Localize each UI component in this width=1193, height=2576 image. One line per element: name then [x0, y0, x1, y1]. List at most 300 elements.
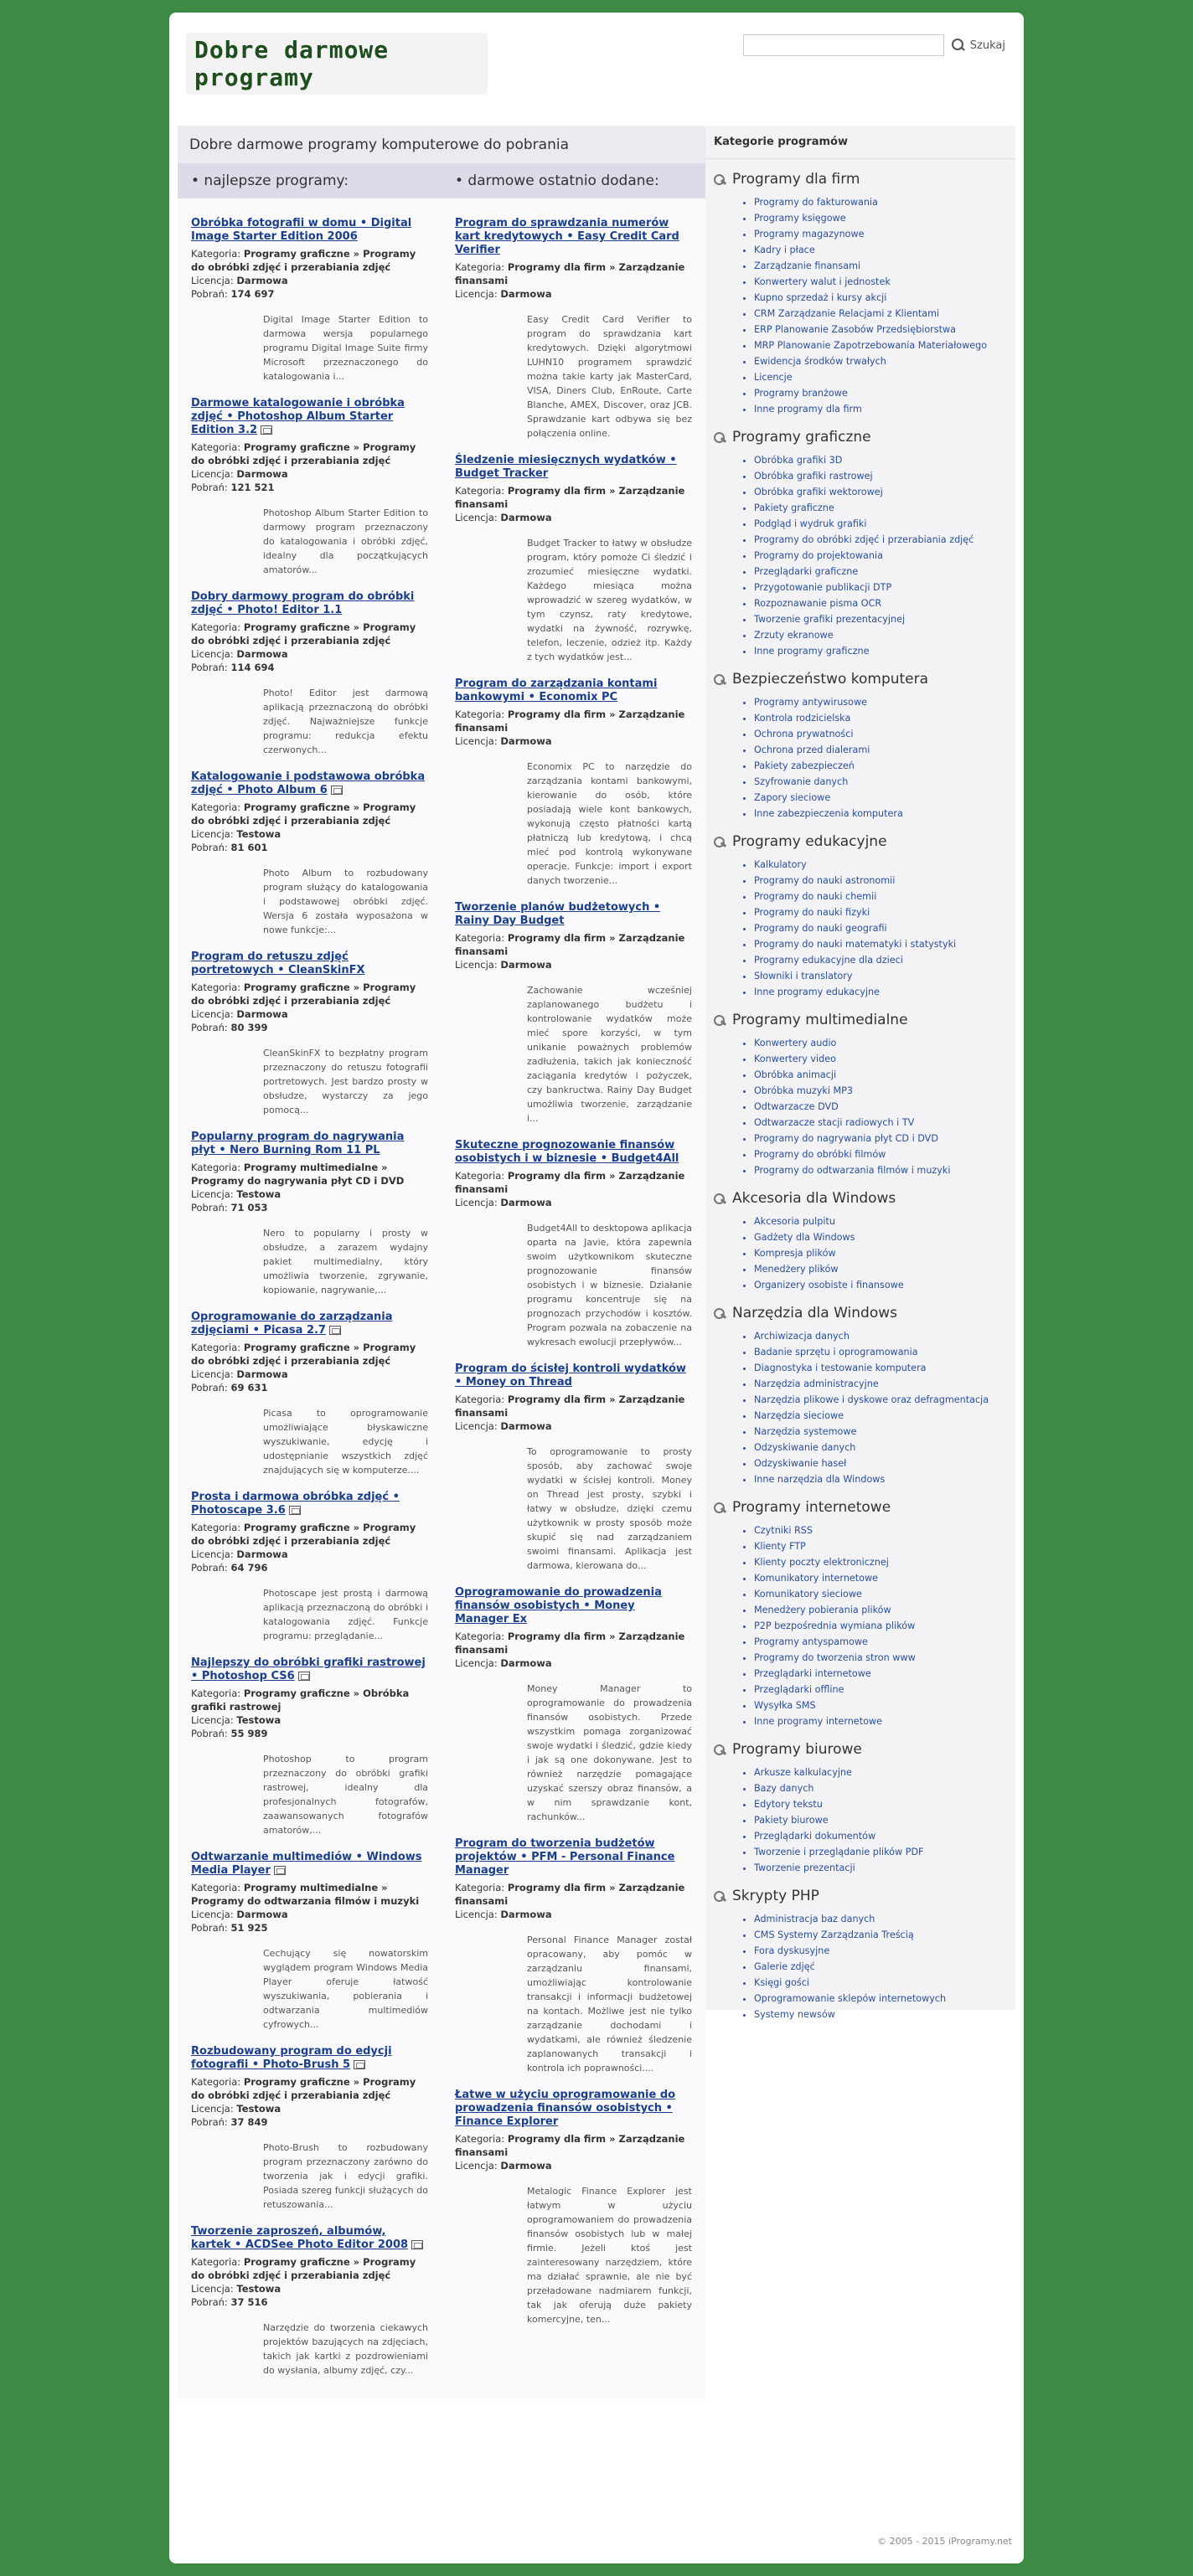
subcategory-link[interactable]: Arkusze kalkulacyjne [754, 1767, 852, 1778]
category-value[interactable]: Programy graficzne » Programy do obróbki zdjęć i przerabiania zdjęć [191, 1522, 416, 1547]
category-value[interactable]: Programy graficzne » Obróbka grafiki rastrowej [191, 1687, 410, 1713]
category-group [705, 1487, 1015, 1729]
subcategory-link[interactable]: Akcesoria pulpitu [754, 1216, 835, 1227]
category-name: Skrypty PHP [732, 1888, 819, 1904]
subcategory-item [754, 1570, 1015, 1586]
subcategory-link[interactable]: Oprogramowanie sklepów internetowych [754, 1993, 947, 2004]
subcategory-link[interactable]: Klienty poczty elektronicznej [754, 1557, 889, 1568]
license-value: Testowa [236, 1714, 281, 1726]
license-line [455, 1419, 692, 1433]
subcategory-link[interactable]: Pakiety zabezpieczeń [754, 760, 855, 771]
downloads-line [191, 2115, 428, 2129]
subcategory-link[interactable]: Narzędzia systemowe [754, 1426, 857, 1437]
subcategory-item [754, 1229, 1015, 1245]
license-value: Darmowa [236, 1368, 288, 1380]
subcategory-item [754, 1828, 1015, 1844]
best-programs-column [178, 198, 442, 2399]
program-description: Photoshop to program przeznaczony do obróbki grafiki rastrowej, idealny dla profesjonalnych fotografów, zaawansowanych fotografów amatorów,... [263, 1754, 428, 1836]
subcategory-link[interactable]: Edytory tekstu [754, 1799, 823, 1810]
license-value: Testowa [236, 828, 281, 840]
subcategory-link[interactable]: Kontrola rodzicielska [754, 713, 851, 724]
subcategory-link[interactable]: MRP Planowanie Zapotrzebowania Materiałowego [754, 340, 988, 351]
category-label: Kategoria: [191, 1522, 241, 1533]
program-entry [455, 1363, 692, 1573]
subcategory-item [754, 643, 1015, 659]
category-value[interactable]: Programy graficzne » Programy do obróbki zdjęć i przerabiania zdjęć [191, 801, 416, 827]
subcategory-link[interactable]: Tworzenie i przeglądanie plików PDF [754, 1847, 924, 1857]
subcategory-item [754, 2007, 1015, 2022]
category-value[interactable]: Programy dla firm » Zarządzanie finansami [455, 1170, 685, 1195]
category-heading[interactable] [714, 171, 1015, 188]
external-window-icon[interactable] [329, 1326, 341, 1335]
license-line [455, 734, 692, 748]
category-name: Programy biurowe [732, 1741, 862, 1758]
category-value[interactable]: Programy graficzne » Programy do obróbki zdjęć i przerabiania zdjęć [191, 248, 416, 273]
subcategory-item [754, 1471, 1015, 1487]
subcategory-link[interactable]: Obróbka grafiki rastrowej [754, 471, 873, 482]
license-value: Testowa [236, 1188, 281, 1200]
category-value[interactable]: Programy graficzne » Programy do obróbki zdjęć i przerabiania zdjęć [191, 981, 416, 1007]
subcategory-link[interactable]: Diagnostyka i testowanie komputera [754, 1363, 927, 1373]
downloads-line [191, 2295, 428, 2309]
downloads-line [191, 287, 428, 301]
program-title-link[interactable] [191, 2045, 428, 2072]
program-title-text: Obróbka fotografii w domu • Digital Image Starter Edition 2006 [191, 217, 412, 243]
subcategory-link[interactable]: Zapory sieciowe [754, 792, 831, 803]
subcategory-item [754, 627, 1015, 643]
downloads-label: Pobrań: [191, 1562, 228, 1574]
search-icon [951, 38, 966, 53]
subcategory-link[interactable]: Menedżery plików [754, 1264, 839, 1275]
subcategory-link[interactable]: Kalkulatory [754, 859, 807, 870]
program-entry [191, 1656, 428, 1837]
category-label: Kategoria: [191, 248, 241, 260]
subcategory-item [754, 580, 1015, 595]
category-value[interactable]: Programy dla firm » Zarządzanie finansami [455, 932, 685, 957]
program-title-link[interactable] [191, 1656, 428, 1683]
license-line [191, 1548, 428, 1561]
subcategory-link[interactable]: Programy magazynowe [754, 229, 865, 240]
subcategory-link[interactable]: Ochrona przed dialerami [754, 744, 870, 755]
category-heading[interactable] [714, 1305, 1015, 1321]
category-name: Programy dla firm [732, 171, 860, 188]
category-value[interactable]: Programy graficzne » Programy do obróbki zdjęć i przerabiania zdjęć [191, 441, 416, 466]
subcategory-item [754, 1975, 1015, 1991]
subcategory-link[interactable]: Przeglądarki offline [754, 1684, 844, 1695]
program-title-link[interactable] [455, 1837, 692, 1878]
subcategory-link[interactable]: P2P bezpośrednia wymiana plików [754, 1620, 916, 1631]
program-title-text: Najlepszy do obróbki grafiki rastrowej • Photoshop CS6 [191, 1656, 426, 1682]
subcategory-link[interactable]: Narzędzia administracyjne [754, 1378, 879, 1389]
subcategory-link[interactable]: Programy księgowe [754, 213, 846, 224]
subcategory-link[interactable]: Licencje [754, 372, 793, 383]
program-title-link[interactable] [191, 217, 428, 244]
subcategory-link[interactable]: Przeglądarki graficzne [754, 566, 859, 577]
subcategory-link[interactable]: Inne narzędzia dla Windows [754, 1474, 886, 1485]
program-meta [455, 1393, 692, 1433]
category-value[interactable]: Programy dla firm » Zarządzanie finansami [455, 2133, 685, 2158]
subcategory-link[interactable]: Badanie sprzętu i oprogramowania [754, 1347, 918, 1358]
license-line [191, 647, 428, 661]
program-title-link[interactable] [455, 1139, 692, 1166]
subcategory-link[interactable]: Programy antyspamowe [754, 1636, 868, 1647]
category-label: Kategoria: [455, 932, 505, 944]
program-title-link[interactable] [455, 454, 692, 481]
category-heading[interactable] [714, 1741, 1015, 1758]
subcategory-link[interactable]: Programy do nauki fizyki [754, 907, 870, 918]
program-title-link[interactable] [455, 217, 692, 257]
category-line [455, 708, 692, 734]
program-description: Budget4All to desktopowa aplikacja oparta na Javie, która zapewnia swoim użytkownikom skuteczne prognozowanie finansów osobistych i w biznesie. Działanie programu koncentruje się na prognozach przychodów i kosztów. Program pozwala na zobaczenie na wykresach ewolucji przepływów... [527, 1223, 692, 1347]
downloads-label: Pobrań: [191, 1022, 228, 1033]
downloads-line [191, 1021, 428, 1034]
category-label: Kategoria: [191, 621, 241, 633]
program-description: Nero to popularny i prosty w obsłudze, a zarazem wydajny pakiet multimedialny, który umożliwia tworzenie, zgrywanie, kopiowanie, nagrywanie,... [263, 1228, 428, 1296]
subcategory-link[interactable]: Obróbka grafiki wektorowej [754, 487, 883, 497]
subcategory-link[interactable]: Inne programy internetowe [754, 1716, 882, 1727]
subcategory-link[interactable]: Konwertery audio [754, 1038, 837, 1048]
subcategory-link[interactable]: Tworzenie prezentacji [754, 1862, 855, 1873]
program-meta [455, 931, 692, 971]
downloads-line [191, 1381, 428, 1394]
subcategory-link[interactable]: Narzędzia sieciowe [754, 1410, 844, 1421]
category-value[interactable]: Programy dla firm » Zarządzanie finansami [455, 261, 685, 286]
subcategory-link[interactable]: Odtwarzacze DVD [754, 1101, 839, 1112]
subcategory-link[interactable]: Obróbka animacji [754, 1069, 837, 1080]
category-line [191, 621, 428, 647]
subcategory-link[interactable]: Przeglądarki internetowe [754, 1668, 871, 1679]
program-title-link[interactable] [455, 1586, 692, 1626]
subcategory-item [754, 1213, 1015, 1229]
subcategory-link[interactable]: Inne programy dla firm [754, 404, 862, 415]
subcategory-link[interactable]: Wysyłka SMS [754, 1700, 816, 1711]
category-group [705, 417, 1015, 659]
magnifier-icon [714, 1501, 727, 1514]
subcategory-link[interactable]: Programy antywirusowe [754, 697, 867, 708]
category-value[interactable]: Programy multimedialne » Programy do odtwarzania filmów i muzyki [191, 1882, 420, 1907]
subcategory-link[interactable]: Programy do odtwarzania filmów i muzyki [754, 1165, 951, 1176]
category-label: Kategoria: [191, 2076, 241, 2088]
subcategory-item [754, 452, 1015, 468]
subcategory-item [754, 984, 1015, 1000]
subcategory-link[interactable]: Odtwarzacze stacji radiowych i TV [754, 1117, 915, 1128]
category-heading[interactable] [714, 1888, 1015, 1904]
category-line [455, 484, 692, 511]
subcategory-item [754, 742, 1015, 758]
program-description: Money Manager to oprogramowanie do prowadzenia finansów osobistych. Przede wszystkim pomaga zorganizować swoje wydatki i śledzić, gdzie kiedy i jak są one dokonywane. Jest to również narzędzie pomagające uzyskać szerszy obraz finansów, a w nim sprawdzanie kont, rachunków... [527, 1683, 692, 1822]
subcategory-link[interactable]: Programy do nauki geografii [754, 923, 887, 934]
program-meta [191, 1687, 428, 1740]
subcategory-link[interactable]: Administracja baz danych [754, 1914, 875, 1924]
category-value[interactable]: Programy dla firm » Zarządzanie finansami [455, 1882, 685, 1907]
subcategory-item [754, 920, 1015, 936]
subcategory-link[interactable]: Pakiety graficzne [754, 502, 834, 513]
subcategory-link[interactable]: Narzędzia plikowe i dyskowe oraz defragmentacja [754, 1394, 989, 1405]
program-entry [455, 217, 692, 440]
subcategory-item [754, 952, 1015, 968]
category-heading[interactable] [714, 833, 1015, 850]
external-window-icon[interactable] [354, 2060, 365, 2069]
category-line [191, 2255, 428, 2282]
license-label: Licencja: [191, 1008, 234, 1020]
subcategory-list [754, 1035, 1015, 1178]
sidebar [705, 126, 1015, 2020]
subcategory-link[interactable]: Pakiety biurowe [754, 1815, 829, 1826]
external-window-icon[interactable] [411, 2240, 423, 2249]
subcategory-list [754, 1522, 1015, 1729]
category-label: Kategoria: [191, 981, 241, 993]
external-window-icon[interactable] [274, 1866, 286, 1875]
subcategory-item [754, 1424, 1015, 1440]
program-title-text: Program do tworzenia budżetów projektów • PFM - Personal Finance Manager [455, 1837, 675, 1877]
search-button[interactable] [951, 38, 1005, 53]
program-title-link[interactable] [191, 770, 428, 797]
subcategory-link[interactable]: Kupno sprzedaż i kursy akcji [754, 292, 887, 303]
external-window-icon[interactable] [298, 1672, 310, 1681]
subcategory-item [754, 774, 1015, 790]
program-title-link[interactable] [191, 397, 428, 437]
subcategory-item [754, 500, 1015, 516]
license-value: Darmowa [236, 275, 288, 286]
subcategory-link[interactable]: Konwertery walut i jednostek [754, 276, 891, 287]
sidebar-title: Kategorie programów [705, 126, 1015, 159]
program-meta [455, 708, 692, 748]
category-label: Kategoria: [455, 1170, 505, 1182]
program-meta [191, 247, 428, 301]
category-line [191, 247, 428, 274]
subcategory-link[interactable]: Organizery osobiste i finansowe [754, 1280, 904, 1291]
subcategory-link[interactable]: Słowniki i translatory [754, 971, 853, 981]
subcategory-link[interactable]: Przeglądarki dokumentów [754, 1831, 876, 1842]
subcategory-link[interactable]: Programy do projektowania [754, 550, 883, 561]
license-label: Licencja: [191, 1548, 234, 1560]
subcategory-item [754, 1328, 1015, 1344]
subcategory-link[interactable]: Ewidencja środków trwałych [754, 356, 886, 367]
magnifier-icon [714, 1192, 727, 1205]
license-line [191, 1007, 428, 1021]
subcategory-link[interactable]: Programy do obróbki zdjęć i przerabiania zdjęć [754, 534, 974, 545]
category-line [455, 2132, 692, 2159]
category-value[interactable]: Programy graficzne » Programy do obróbki zdjęć i przerabiania zdjęć [191, 2256, 416, 2281]
program-title-link[interactable] [455, 901, 692, 928]
category-label: Kategoria: [191, 1882, 241, 1893]
program-title-text: Darmowe katalogowanie i obróbka zdjęć • Photoshop Album Starter Edition 3.2 [191, 397, 405, 436]
subcategory-item [754, 1618, 1015, 1634]
license-line [191, 1188, 428, 1201]
search-input[interactable] [743, 34, 944, 56]
external-window-icon[interactable] [289, 1506, 301, 1515]
license-label: Licencja: [191, 1714, 234, 1726]
program-entry [191, 2045, 428, 2212]
subcategory-link[interactable]: Klienty FTP [754, 1541, 806, 1552]
subcategory-link[interactable]: Obróbka grafiki 3D [754, 455, 843, 466]
subcategory-link[interactable]: Inne programy graficzne [754, 646, 870, 657]
downloads-line [191, 1201, 428, 1214]
subcategory-link[interactable]: CRM Zarządzanie Relacjami z Klientami [754, 308, 940, 319]
license-value: Testowa [236, 2283, 281, 2295]
latest-programs-column [442, 198, 705, 2399]
program-title-text: Program do zarządzania kontami bankowymi • Economix PC [455, 677, 658, 703]
subcategory-item [754, 1844, 1015, 1860]
subcategory-link[interactable]: Systemy newsów [754, 2009, 835, 2020]
subcategory-link[interactable]: Programy do tworzenia stron www [754, 1652, 916, 1663]
subcategory-link[interactable]: Odzyskiwanie haseł [754, 1458, 847, 1469]
subcategory-link[interactable]: Galerie zdjęć [754, 1961, 815, 1972]
category-heading[interactable] [714, 1012, 1015, 1028]
program-meta [191, 2255, 428, 2309]
program-title-link[interactable] [455, 677, 692, 704]
category-value[interactable]: Programy dla firm » Zarządzanie finansami [455, 485, 685, 510]
category-value[interactable]: Programy dla firm » Zarządzanie finansami [455, 1394, 685, 1419]
category-heading[interactable] [714, 429, 1015, 446]
license-line [191, 1368, 428, 1381]
program-title-link[interactable] [191, 1311, 428, 1337]
subcategory-link[interactable]: Programy edukacyjne dla dzieci [754, 955, 903, 966]
category-name: Bezpieczeństwo komputera [732, 671, 929, 688]
license-label: Licencja: [191, 1909, 234, 1920]
external-window-icon[interactable] [331, 786, 343, 795]
license-line [191, 2102, 428, 2115]
program-columns [178, 198, 705, 2399]
category-value[interactable]: Programy graficzne » Programy do obróbki zdjęć i przerabiania zdjęć [191, 621, 416, 647]
category-heading[interactable] [714, 1499, 1015, 1516]
subcategory-link[interactable]: Fora dyskusyjne [754, 1945, 830, 1956]
subcategory-list [754, 857, 1015, 1000]
subcategory-link[interactable]: ERP Planowanie Zasobów Przedsiębiorstwa [754, 324, 956, 335]
subcategory-link[interactable]: Programy do nauki matematyki i statystyki [754, 939, 957, 950]
program-title-link[interactable] [191, 1491, 428, 1517]
latest-programs-heading: • darmowe ostatnio dodane: [455, 173, 659, 189]
subcategory-link[interactable]: Obróbka muzyki MP3 [754, 1085, 854, 1096]
license-value: Darmowa [500, 735, 552, 747]
license-line [191, 2282, 428, 2295]
subcategory-link[interactable]: Konwertery video [754, 1054, 836, 1064]
program-title-link[interactable] [191, 590, 428, 617]
subcategory-link[interactable]: CMS Systemy Zarządzania Treścią [754, 1929, 914, 1940]
category-heading[interactable] [714, 671, 1015, 688]
subcategory-item [754, 1943, 1015, 1959]
program-title-link[interactable] [191, 1131, 428, 1157]
category-value[interactable]: Programy dla firm » Zarządzanie finansami [455, 1631, 685, 1656]
subcategory-list [754, 1213, 1015, 1293]
category-line [191, 1161, 428, 1188]
external-window-icon[interactable] [261, 425, 272, 435]
magnifier-icon [714, 672, 727, 686]
category-group [705, 1178, 1015, 1293]
subcategory-link[interactable]: Programy do nagrywania płyt CD i DVD [754, 1133, 938, 1144]
subcategory-item [754, 1277, 1015, 1293]
category-value[interactable]: Programy graficzne » Programy do obróbki zdjęć i przerabiania zdjęć [191, 1342, 416, 1367]
license-line [191, 827, 428, 841]
subcategory-link[interactable]: Komunikatory internetowe [754, 1573, 879, 1584]
category-value[interactable]: Programy dla firm » Zarządzanie finansami [455, 708, 685, 734]
program-meta [191, 2075, 428, 2129]
license-value: Darmowa [500, 288, 552, 300]
subcategory-item [754, 595, 1015, 611]
program-meta [191, 621, 428, 674]
category-name: Programy internetowe [732, 1499, 891, 1516]
subcategory-item [754, 1911, 1015, 1927]
license-value: Darmowa [500, 1420, 552, 1432]
subcategory-link[interactable]: Rozpoznawanie pisma OCR [754, 598, 882, 609]
subcategory-item [754, 353, 1015, 369]
subcategory-link[interactable]: Programy do nauki chemii [754, 891, 877, 902]
license-label: Licencja: [455, 1909, 498, 1920]
license-line [455, 1656, 692, 1670]
subcategory-item [754, 1360, 1015, 1376]
category-line [191, 1341, 428, 1368]
subcategory-link[interactable]: Inne programy edukacyjne [754, 987, 880, 997]
subcategory-link[interactable]: Kadry i płace [754, 245, 815, 255]
category-label: Kategoria: [191, 1162, 241, 1173]
subcategory-link[interactable]: Menedżery pobierania plików [754, 1605, 891, 1615]
program-title-link[interactable] [455, 2089, 692, 2129]
subcategory-link[interactable]: Gadżety dla Windows [754, 1232, 855, 1243]
category-heading[interactable] [714, 1190, 1015, 1207]
subcategory-link[interactable]: Przygotowanie publikacji DTP [754, 582, 892, 593]
subcategory-list [754, 1765, 1015, 1876]
category-line [191, 981, 428, 1007]
subcategory-link[interactable]: Programy do nauki astronomii [754, 875, 896, 886]
subcategory-link[interactable]: Zrzuty ekranowe [754, 630, 834, 641]
program-title-link[interactable] [455, 1363, 692, 1389]
subcategory-item [754, 1650, 1015, 1666]
program-meta [191, 440, 428, 494]
subcategory-link[interactable]: Szyfrowanie danych [754, 776, 849, 787]
subcategory-link[interactable]: Kompresja plików [754, 1248, 836, 1259]
subcategory-link[interactable]: Tworzenie grafiki prezentacyjnej [754, 614, 906, 625]
subcategory-list [754, 452, 1015, 659]
category-line [455, 1630, 692, 1656]
license-line [455, 958, 692, 971]
subcategory-item [754, 1376, 1015, 1392]
program-title-link[interactable] [191, 2225, 428, 2252]
category-name: Programy edukacyjne [732, 833, 887, 850]
subcategory-link[interactable]: Odzyskiwanie danych [754, 1442, 856, 1453]
subcategory-link[interactable]: Zarządzanie finansami [754, 260, 861, 271]
subcategory-link[interactable]: Programy branżowe [754, 388, 848, 399]
subcategory-link[interactable]: Archiwizacja danych [754, 1331, 850, 1342]
category-group [705, 1876, 1015, 2022]
subcategory-link[interactable]: Komunikatory sieciowe [754, 1589, 862, 1600]
subcategory-link[interactable]: Inne zabezpieczenia komputera [754, 808, 903, 819]
subcategory-link[interactable]: Ochrona prywatności [754, 729, 854, 739]
downloads-label: Pobrań: [191, 842, 228, 853]
category-value[interactable]: Programy multimedialne » Programy do nagrywania płyt CD i DVD [191, 1162, 405, 1187]
program-title-link[interactable] [191, 951, 428, 977]
license-line [455, 287, 692, 301]
magnifier-icon [714, 173, 727, 186]
subcategory-link[interactable]: Programy do obróbki filmów [754, 1149, 886, 1160]
category-value[interactable]: Programy graficzne » Programy do obróbki zdjęć i przerabiania zdjęć [191, 2076, 416, 2101]
program-title-link[interactable] [191, 1851, 428, 1878]
downloads-label: Pobrań: [191, 2116, 228, 2128]
license-value: Testowa [236, 2103, 281, 2115]
program-meta [455, 260, 692, 301]
program-entry [191, 1311, 428, 1477]
program-title-text: Tworzenie planów budżetowych • Rainy Day Budget [455, 901, 661, 927]
program-entry [455, 901, 692, 1126]
site-logo[interactable] [186, 33, 488, 91]
subcategory-item [754, 1554, 1015, 1570]
subcategory-link[interactable]: Podgląd i wydruk grafiki [754, 518, 867, 529]
subcategory-link[interactable]: Księgi gości [754, 1977, 809, 1988]
program-title-text: Katalogowanie i podstawowa obróbka zdjęć • Photo Album 6 [191, 770, 426, 796]
subcategory-link[interactable]: Bazy danych [754, 1783, 814, 1794]
subcategory-item [754, 1455, 1015, 1471]
subcategory-link[interactable]: Czytniki RSS [754, 1525, 813, 1536]
subcategory-link[interactable]: Programy do fakturowania [754, 197, 878, 208]
